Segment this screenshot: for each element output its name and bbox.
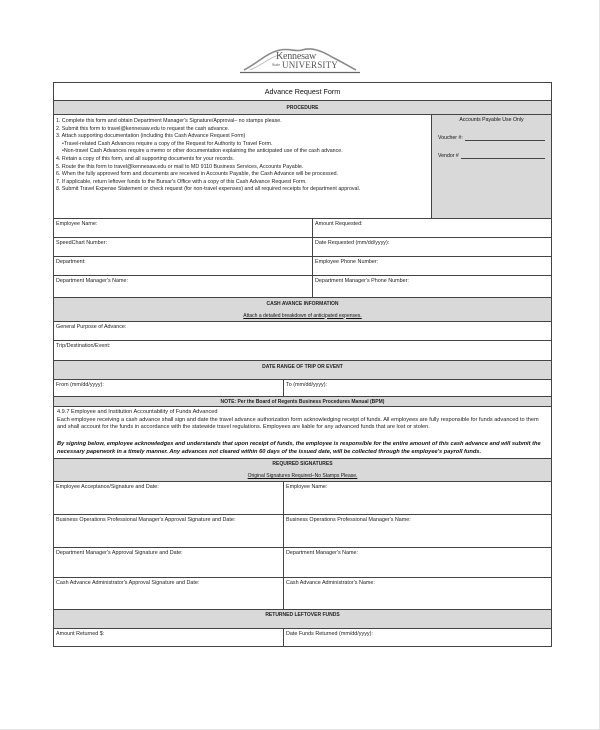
signatures-subheading: Original Signatures Required–No Stamps Please. (247, 472, 358, 479)
bpm-note-body (54, 407, 551, 459)
procedure-step: 8. Submit Travel Expense Statement or check request (for non-travel expenses) and all required receipts for department approval. (56, 186, 361, 193)
vendor-input-line[interactable] (461, 153, 545, 159)
procedure-steps (54, 115, 431, 218)
procedure-substep: •Non-travel Cash Advances require a memo or other documentation explaining the anticipated use of the cash advance. (62, 148, 343, 155)
returned-funds-row (54, 629, 551, 646)
purpose-row (54, 322, 551, 341)
general-purpose-field[interactable]: General Purpose of Advance: (56, 324, 127, 330)
vendor-label: Vendor # (438, 153, 459, 159)
date-range-row (54, 380, 551, 397)
speedchart-number-field[interactable]: SpeedChart Number: (56, 240, 107, 246)
date-returned-field[interactable]: Date Funds Returned (mm/dd/yyyy): (283, 629, 551, 646)
logo-state: State (272, 62, 280, 67)
bop-manager-signature-field[interactable]: Business Operations Professional Manager's Approval Signature and Date: (56, 516, 236, 523)
procedure-step: 5. Route the this form to travel@kennesaw.edu or mail to MD 9110 Business Services, Accounts Payable. (56, 163, 304, 170)
bpm-section-title: 4.9.7 Employee and Institution Accountability of Funds Advanced (57, 409, 218, 415)
procedure-heading: PROCEDURE (54, 101, 551, 115)
date-requested-field[interactable]: Date Requested (mm/dd/yyyy): (312, 238, 551, 256)
employee-signature-field[interactable]: Employee Acceptance/Signature and Date: (56, 483, 159, 490)
cash-admin-signature-field[interactable]: Cash Advance Administrator's Approval Signature and Date: (56, 579, 200, 586)
procedure-step: 4. Retain a copy of this form, and all supporting documents for your records. (56, 155, 235, 162)
department-manager-name-field[interactable]: Department Manager's Name: (56, 278, 129, 284)
accounts-payable-box (431, 115, 551, 218)
bop-manager-name-field[interactable]: Business Operations Professional Manager's Name: (283, 515, 551, 547)
form-title: Advance Request Form (54, 83, 551, 101)
vendor-field[interactable] (438, 153, 545, 159)
amount-requested-field[interactable]: Amount Requested: (312, 219, 551, 237)
procedure-step: 3. Attach supporting documentation (including this Cash Advance Request Form) (56, 133, 246, 140)
signature-row (54, 578, 551, 610)
from-date-field[interactable]: From (mm/dd/yyyy): (56, 382, 104, 388)
voucher-input-line[interactable] (465, 135, 545, 141)
employee-row (54, 276, 551, 298)
returned-funds-heading: RETURNED LEFTOVER FUNDS (54, 610, 551, 629)
employee-row (54, 257, 551, 276)
bpm-section-body: Each employee receiving a cash advance shall sign and date the travel advance authorization form acknowledging receipt of funds. All employees are fully responsible for funds advanced to them and shall account for the funds in accordance with the statewide travel regulations. Employees are liable for any advanced funds that are lost or stolen. (57, 416, 539, 431)
university-logo (240, 43, 360, 75)
department-field[interactable]: Department: (56, 259, 86, 265)
signature-row (54, 548, 551, 578)
employee-name-field[interactable]: Employee Name: (56, 221, 98, 227)
amount-returned-field[interactable]: Amount Returned $: (56, 630, 105, 637)
trip-destination-field[interactable]: Trip/Destination/Event: (56, 343, 111, 349)
signatures-heading: REQUIRED SIGNATURES (272, 460, 333, 467)
procedure-step: 7. If applicable, return leftover funds to the Bursar's Office with a copy of this Cash Advance Request Form. (56, 178, 307, 185)
employee-name-sign-field[interactable]: Employee Name: (283, 482, 551, 514)
voucher-label: Voucher #: (438, 135, 463, 141)
employee-acknowledgement: By signing below, employee acknowledges and understands that upon receipt of funds, the employee is responsible for the entire amount of this cash advance and will submit the necessary paperwork in a timely manner. Any advances not cleared within 60 days of the issued date, will be collected through the employee's payroll funds. (57, 440, 541, 455)
department-manager-phone-field[interactable]: Department Manager's Phone Number: (312, 276, 551, 297)
logo-kennesaw: Kennesaw (276, 51, 317, 62)
dept-manager-signature-field[interactable]: Department Manager's Approval Signature and Date: (56, 549, 183, 556)
procedure-section (54, 115, 551, 219)
employee-row (54, 219, 551, 238)
dept-manager-name-sign-field[interactable]: Department Manager's Name: (283, 548, 551, 577)
procedure-step: 2. Submit this form to travel@kennesaw.edu to request the cash advance. (56, 125, 230, 132)
cash-advance-heading-block (54, 298, 551, 322)
signatures-heading-block (54, 459, 551, 482)
advance-request-form (53, 82, 552, 647)
signature-row (54, 482, 551, 515)
trip-row (54, 341, 551, 361)
employee-row (54, 238, 551, 257)
bpm-note-text (54, 407, 551, 434)
date-range-heading: DATE RANGE OF TRIP OR EVENT (54, 361, 551, 380)
voucher-field[interactable] (438, 135, 545, 141)
procedure-step: 1. Complete this form and obtain Department Manager's Signature/Approval– no stamps please. (56, 118, 282, 124)
procedure-step: 6. When the fully approved form and documents are received in Accounts Payable, the Cash Advance will be processed. (56, 171, 339, 178)
attach-breakdown-link[interactable]: Attach a detailed breakdown of anticipated expenses. (243, 312, 362, 319)
accounts-payable-heading: Accounts Payable Use Only (459, 117, 524, 123)
to-date-field[interactable]: To (mm/dd/yyyy): (283, 380, 551, 396)
logo-university: UNIVERSITY (282, 60, 338, 70)
employee-phone-field[interactable]: Employee Phone Number: (312, 257, 551, 275)
cash-advance-heading: CASH AVANCE INFORMATION (266, 300, 339, 307)
procedure-substep: •Travel-related Cash Advances require a copy of the Request for Authority to Travel Form. (62, 140, 273, 147)
cash-admin-name-field[interactable]: Cash Advance Administrator's Name: (283, 578, 551, 609)
signature-row (54, 515, 551, 548)
bpm-note-heading: NOTE: Per the Board of Regents Business Procedures Manual (BPM) (54, 397, 551, 407)
